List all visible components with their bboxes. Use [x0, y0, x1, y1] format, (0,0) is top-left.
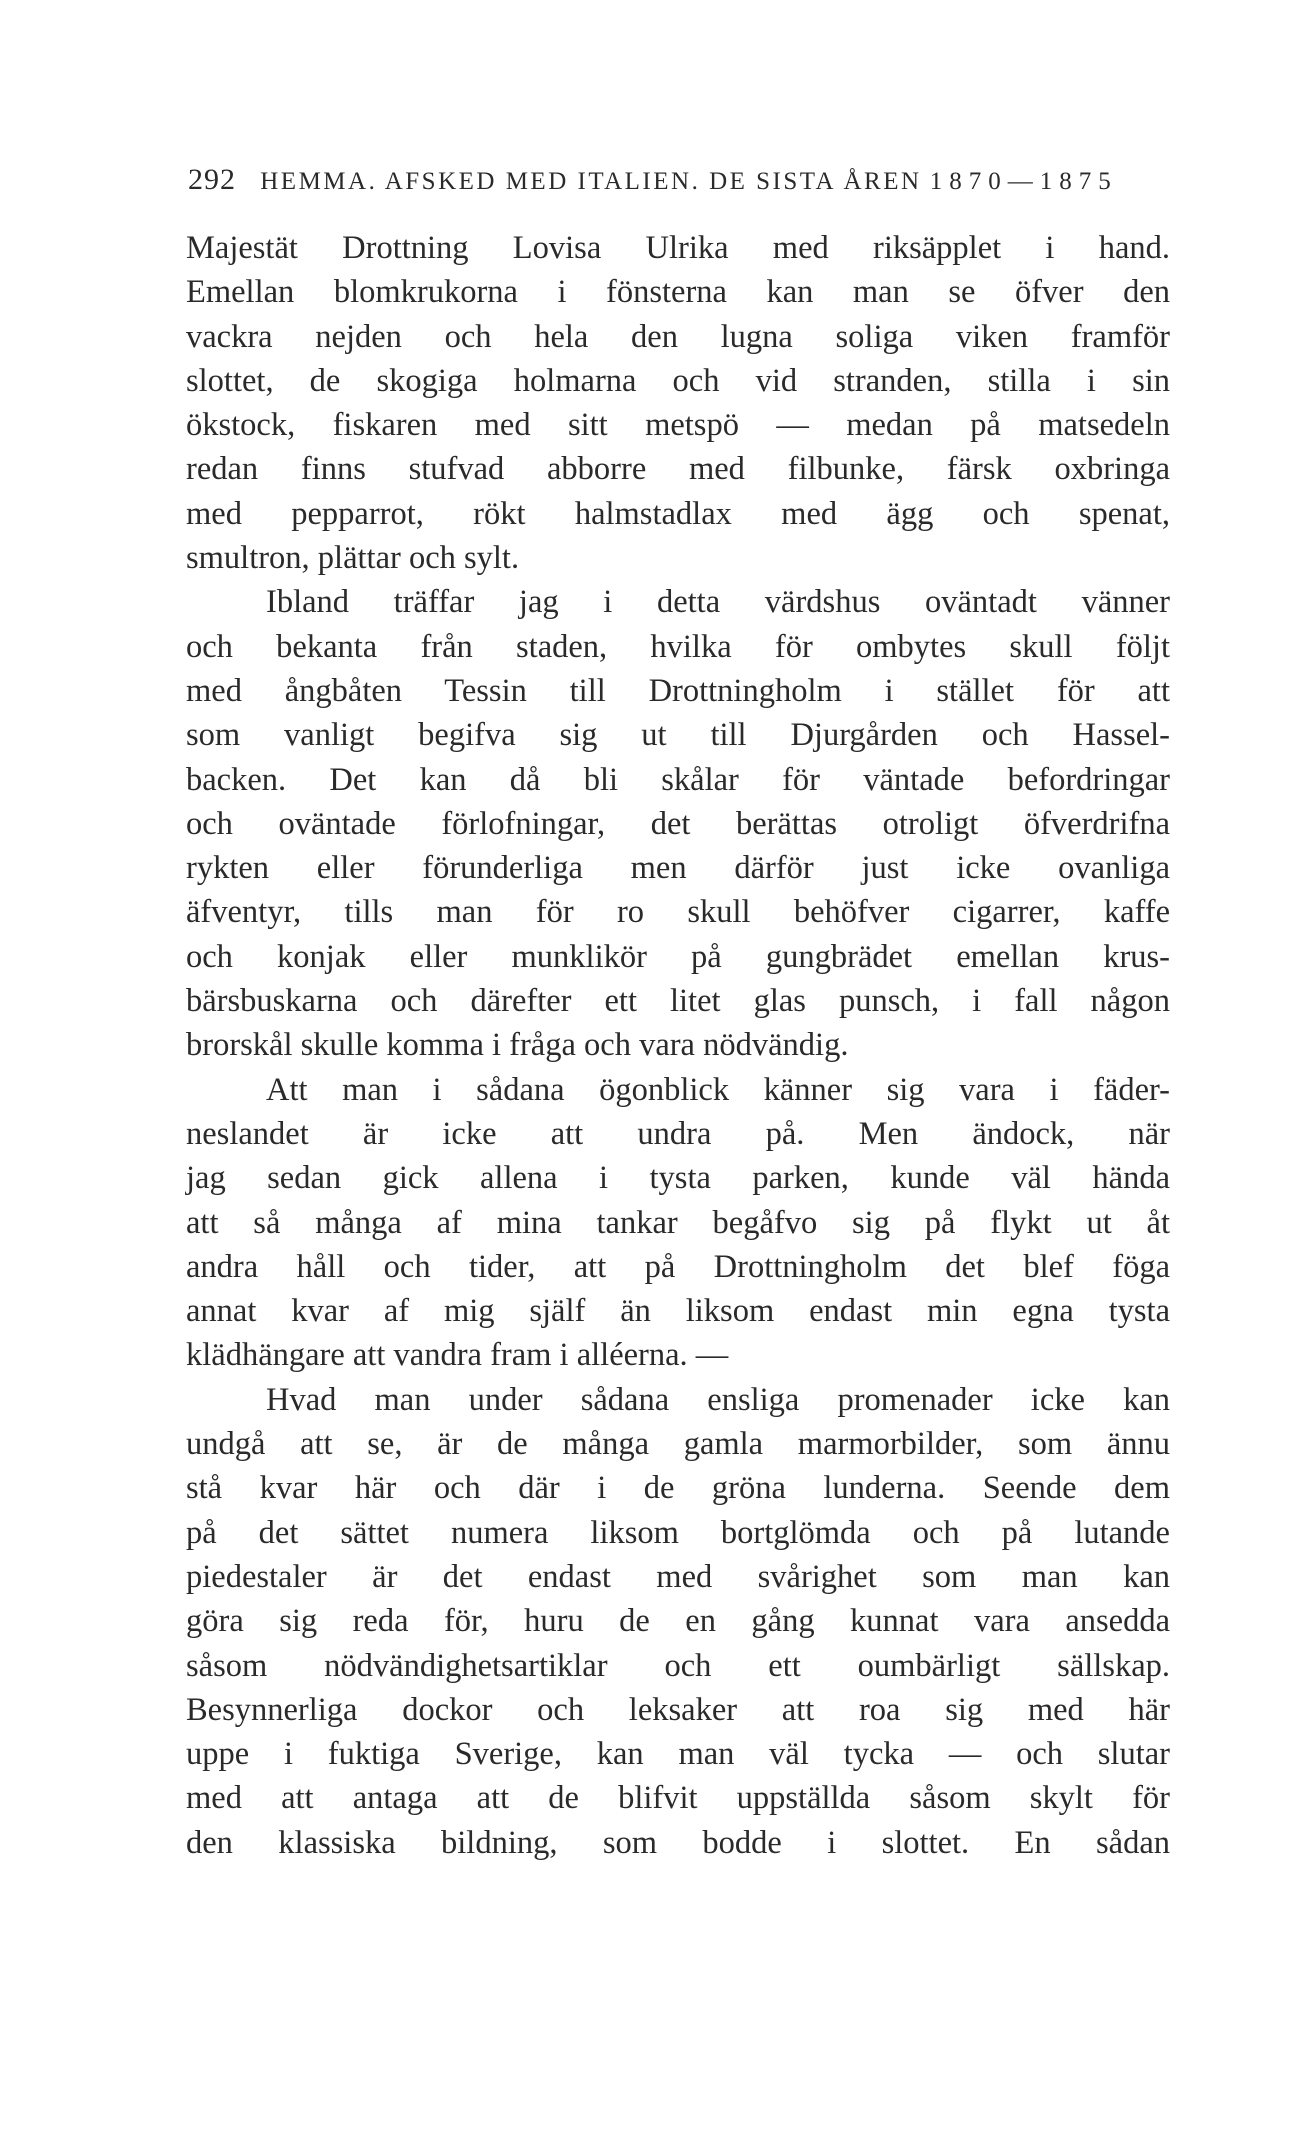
text-line: och konjak eller munklikör på gungbrädet emellan krus- — [186, 938, 1170, 975]
text-line: göra sig reda för, huru de en gång kunnat vara ansedda — [186, 1603, 1170, 1640]
text-line: piedestaler är det endast med svårighet som man kan — [186, 1558, 1170, 1595]
text-line: neslandet är icke att undra på. Men ändock, när — [186, 1115, 1170, 1152]
text-line: Emellan blomkrukorna i fönsterna kan man se öfver den — [186, 274, 1170, 311]
text-line: att så många af mina tankar begåfvo sig på flykt ut åt — [186, 1204, 1170, 1241]
text-line: med pepparrot, rökt halmstadlax med ägg och spenat, — [186, 495, 1170, 532]
text-line: stå kvar här och där i de gröna lunderna. Seende dem — [186, 1470, 1170, 1507]
text-line: klädhängare att vandra fram i alléerna. — — [186, 1337, 729, 1374]
text-line: Besynnerliga dockor och leksaker att roa sig med här — [186, 1691, 1170, 1728]
text-line: annat kvar af mig själf än liksom endast min egna tysta — [186, 1293, 1170, 1330]
running-head — [188, 163, 1188, 197]
running-head-years: 1870—1875 — [929, 168, 1118, 195]
text-line: backen. Det kan då bli skålar för väntade befordringar — [186, 761, 1170, 798]
text-line: såsom nödvändighetsartiklar och ett oumbärligt sällskap. — [186, 1647, 1170, 1684]
body-text — [186, 226, 1170, 1865]
text-line: ökstock, fiskaren med sitt metspö — medan på matsedeln — [186, 407, 1170, 444]
text-line: äfventyr, tills man för ro skull behöfver cigarrer, kaffe — [186, 894, 1170, 931]
running-head-title: HEMMA. AFSKED MED ITALIEN. DE SISTA ÅREN — [260, 168, 922, 195]
text-line: med ångbåten Tessin till Drottningholm i stället för att — [186, 672, 1170, 709]
text-line: och oväntade förlofningar, det berättas otroligt öfverdrifna — [186, 805, 1170, 842]
text-line: med att antaga att de blifvit uppställda såsom skylt för — [186, 1780, 1170, 1817]
text-line: Att man i sådana ögonblick känner sig vara i fäder- — [266, 1071, 1170, 1108]
text-line: rykten eller förunderliga men därför just icke ovanliga — [186, 850, 1170, 887]
text-line: Majestät Drottning Lovisa Ulrika med riksäpplet i hand. — [186, 230, 1170, 266]
text-line: och bekanta från staden, hvilka för ombytes skull följt — [186, 628, 1170, 665]
text-line: bärsbuskarna och därefter ett litet glas punsch, i fall någon — [186, 983, 1170, 1020]
text-line: andra håll och tider, att på Drottningholm det blef föga — [186, 1248, 1170, 1285]
text-line: Hvad man under sådana ensliga promenader icke kan — [266, 1381, 1170, 1418]
text-line: som vanligt begifva sig ut till Djurgården och Hassel- — [186, 717, 1170, 754]
text-line: vackra nejden och hela den lugna soliga viken framför — [186, 318, 1170, 355]
text-line: på det sättet numera liksom bortglömda och på lutande — [186, 1514, 1170, 1551]
text-line: brorskål skulle komma i fråga och vara nödvändig. — [186, 1027, 849, 1064]
text-line: slottet, de skogiga holmarna och vid stranden, stilla i sin — [186, 362, 1170, 399]
text-line: uppe i fuktiga Sverige, kan man väl tycka — och slutar — [186, 1736, 1170, 1773]
text-line: undgå att se, är de många gamla marmorbilder, som ännu — [186, 1426, 1170, 1463]
page-number: 292 — [188, 163, 236, 196]
text-line: den klassiska bildning, som bodde i slottet. En sådan — [186, 1824, 1170, 1861]
text-line: redan finns stufvad abborre med filbunke, färsk oxbringa — [186, 451, 1170, 488]
text-line: Ibland träffar jag i detta värdshus oväntadt vänner — [266, 584, 1170, 621]
text-line: jag sedan gick allena i tysta parken, kunde väl hända — [186, 1160, 1170, 1197]
text-line: smultron, plättar och sylt. — [186, 540, 520, 577]
